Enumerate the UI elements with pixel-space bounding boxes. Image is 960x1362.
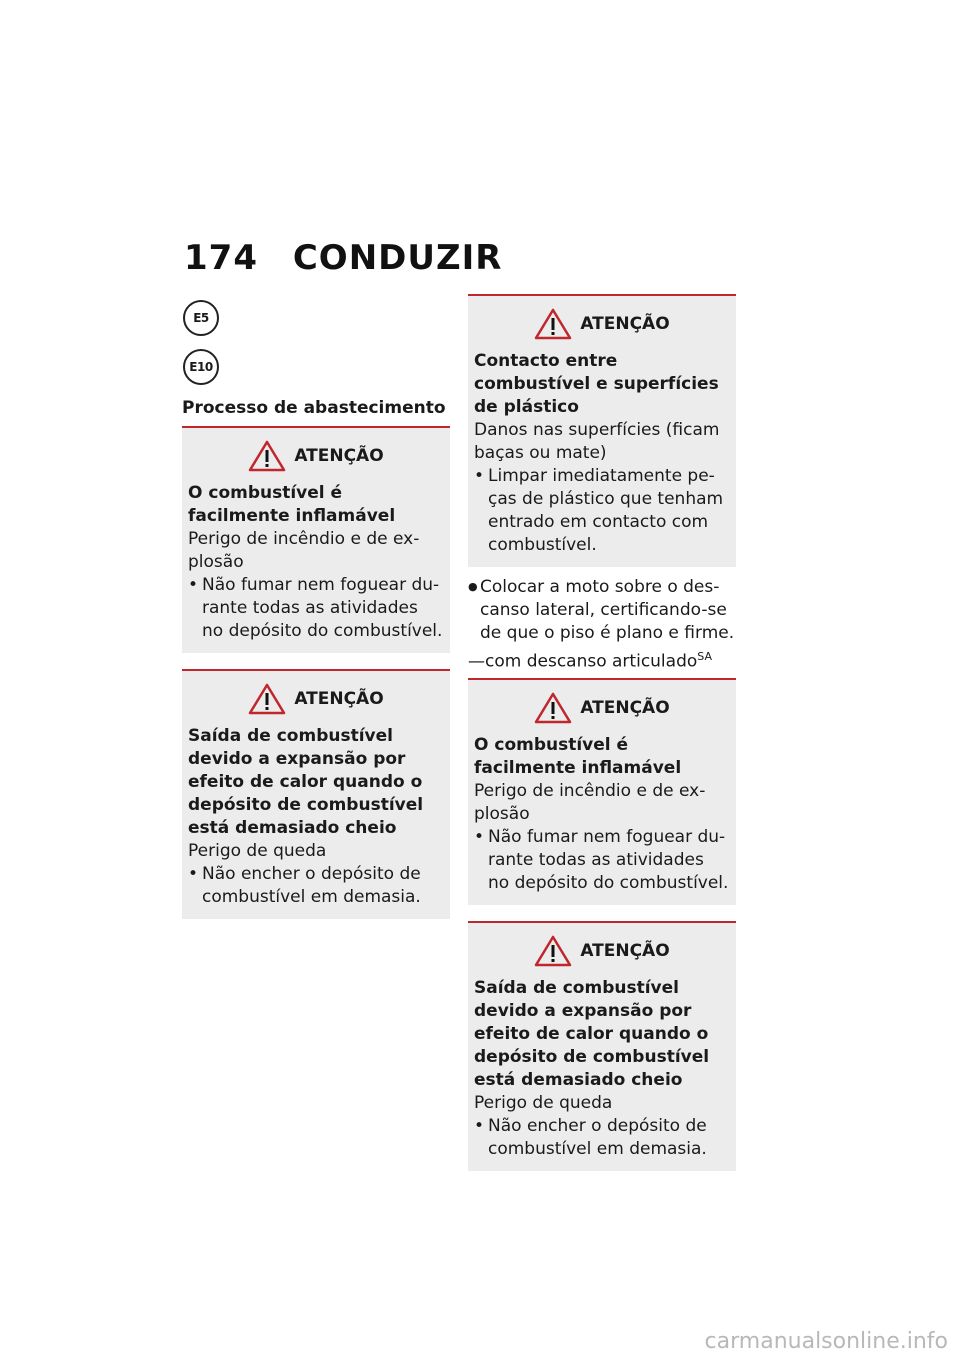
warning-box <box>182 426 450 653</box>
warning-triangle-icon <box>534 935 572 967</box>
warning-triangle-icon <box>534 692 572 724</box>
option-text: —com descanso articulado <box>468 651 698 672</box>
warning-title: ATENÇÃO <box>294 446 384 466</box>
warning-title: ATENÇÃO <box>580 940 670 961</box>
warning-text: Danos nas superfícies (ficam baças ou mate) <box>474 420 720 463</box>
warning-box <box>468 921 736 1171</box>
right-column <box>468 294 736 1179</box>
e5-fuel-icon: E5 <box>183 300 219 336</box>
warning-subtitle: Contacto entre combustível e superfícies de plástico <box>474 351 719 417</box>
e10-fuel-icon: E10 <box>183 349 219 385</box>
warning-text: Perigo de queda <box>474 1092 613 1113</box>
warning-triangle-icon <box>248 440 286 472</box>
warning-box <box>468 294 736 567</box>
warning-text: Perigo de incêndio e de ex-plosão <box>474 780 706 824</box>
instruction-step: ● Colocar a moto sobre o des-canso lateral, certificando-se de que o piso é plano e firme. <box>468 575 736 645</box>
warning-subtitle: Saída de combustível devido a expansão por efeito de calor quando o depósito de combustível está demasiado cheio <box>188 726 424 838</box>
section-subheading: Processo de abastecimento <box>182 398 446 418</box>
warning-subtitle: O combustível é facilmente inflamável <box>474 734 682 778</box>
warning-subtitle: O combustível é facilmente inflamável <box>188 483 396 526</box>
warning-box <box>468 678 736 905</box>
warning-bullet: • Limpar imediatamente pe-ças de plástico que tenham entrado em contacto com combustível. <box>474 465 730 557</box>
section-title: CONDUZIR <box>292 238 503 278</box>
left-column <box>182 294 450 927</box>
option-note <box>468 645 736 674</box>
warning-bullet: • Não fumar nem foguear du-rante todas as atividades no depósito do combustível. <box>474 826 730 895</box>
option-tag: SA <box>697 650 712 663</box>
page-number: 174 <box>184 238 258 278</box>
warning-title: ATENÇÃO <box>580 697 670 718</box>
warning-triangle-icon <box>248 683 286 715</box>
page-header <box>184 238 502 278</box>
warning-bullet: • Não fumar nem foguear du-rante todas as atividades no depósito do combustível. <box>188 574 444 643</box>
warning-subtitle: Saída de combustível devido a expansão por efeito de calor quando o depósito de combustível está demasiado cheio <box>474 977 710 1090</box>
warning-box <box>182 669 450 919</box>
warning-title: ATENÇÃO <box>580 314 670 334</box>
warning-text: Perigo de queda <box>188 841 327 861</box>
warning-title: ATENÇÃO <box>294 689 384 709</box>
warning-bullet: • Não encher o depósito de combustível em demasia. <box>188 863 444 909</box>
warning-text: Perigo de incêndio e de ex-plosão <box>188 529 420 572</box>
warning-triangle-icon <box>534 308 572 340</box>
watermark: carmanualsonline.info <box>704 1329 948 1354</box>
warning-bullet: • Não encher o depósito de combustível em demasia. <box>474 1115 730 1161</box>
